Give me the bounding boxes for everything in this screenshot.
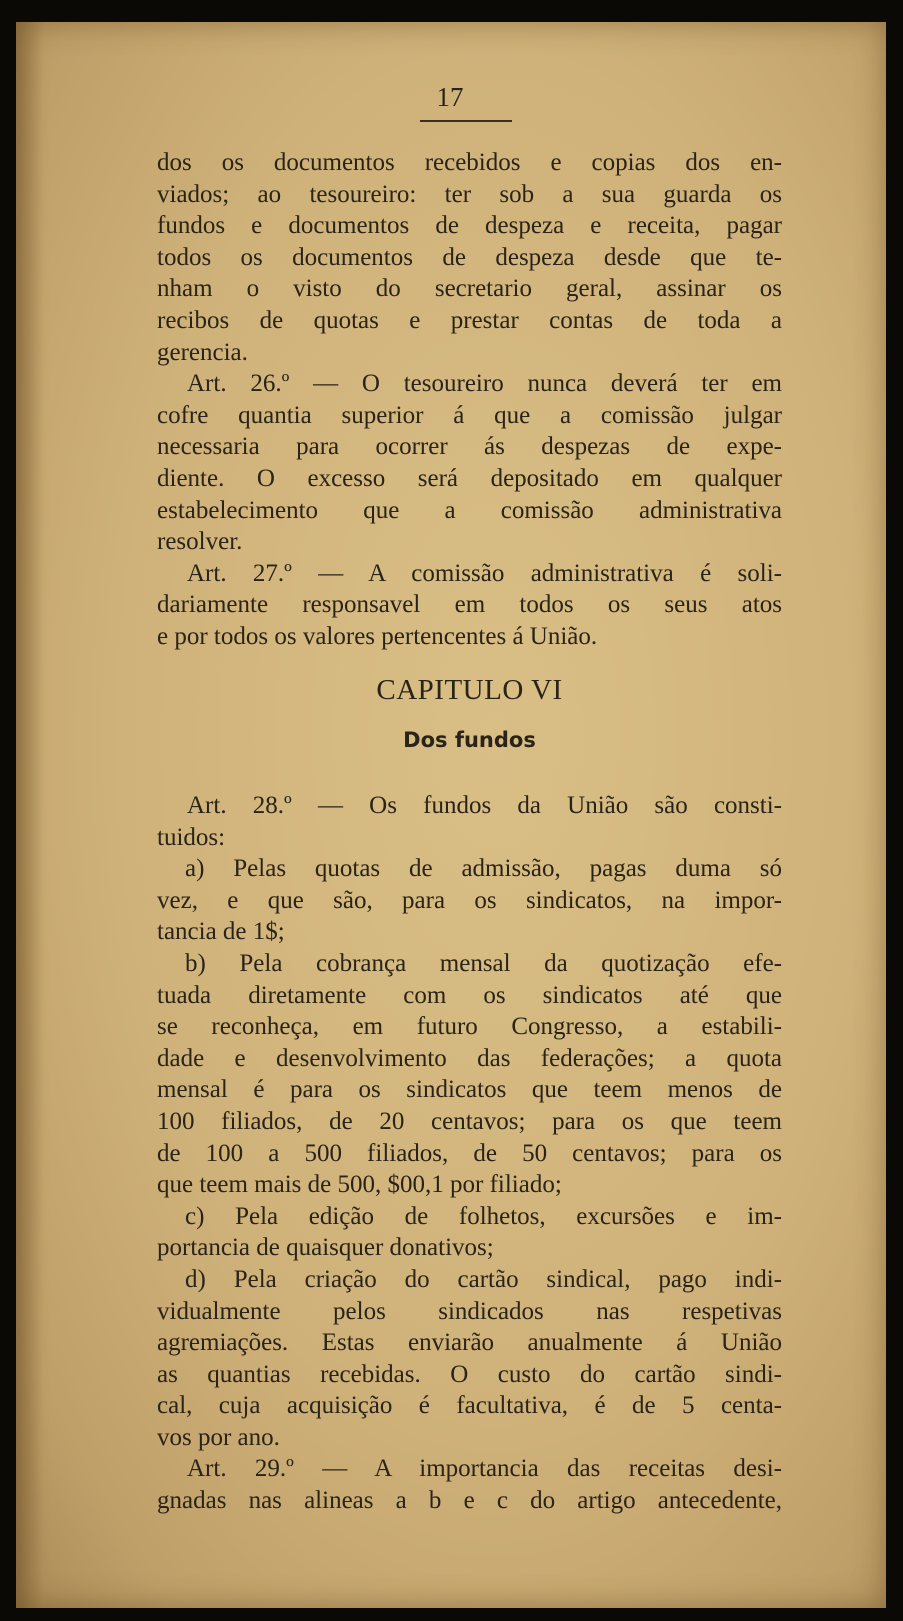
text-line: resolver. bbox=[157, 528, 243, 556]
text-line: se reconheça, em futuro Congresso, a estabili- bbox=[157, 1013, 782, 1041]
text-block-top bbox=[157, 147, 782, 653]
text-line: as quantias recebidas. O custo do cartão sindi- bbox=[157, 1360, 782, 1388]
text-line: viados; ao tesoureiro: ter sob a sua guarda os bbox=[157, 180, 782, 208]
text-line: que teem mais de 500, $00,1 por filiado; bbox=[157, 1171, 562, 1199]
text-line: tuidos: bbox=[157, 823, 226, 851]
text-line: fundos e documentos de despeza e receita, pagar bbox=[157, 212, 782, 240]
text-line: diente. O excesso será depositado em qualquer bbox=[157, 464, 782, 492]
text-line: nham o visto do secretario geral, assinar os bbox=[157, 275, 782, 303]
text-line: cofre quantia superior á que a comissão julgar bbox=[157, 401, 782, 429]
text-line: dade e desenvolvimento das federações; a quota bbox=[157, 1044, 782, 1072]
page-number-rule bbox=[420, 120, 512, 122]
text-line: Art. 28.º — Os fundos da União são consti- bbox=[187, 792, 782, 819]
text-line: a) Pelas quotas de admissão, pagas duma só bbox=[185, 855, 782, 883]
text-line: todos os documentos de despeza desde que te- bbox=[157, 243, 782, 271]
text-line: e por todos os valores pertencentes á União. bbox=[157, 622, 598, 650]
text-line: mensal é para os sindicatos que teem menos de bbox=[157, 1076, 782, 1104]
text-line: vidualmente pelos sindicados nas respetivas bbox=[157, 1297, 782, 1325]
text-line: tancia de 1$; bbox=[157, 918, 285, 946]
text-block-bottom bbox=[157, 790, 782, 1517]
text-line: necessaria para ocorrer ás despezas de expe- bbox=[157, 433, 782, 461]
text-line: 100 filiados, de 20 centavos; para os que teem bbox=[157, 1107, 782, 1135]
text-line: b) Pela cobrança mensal da quotização efe- bbox=[185, 949, 782, 977]
text-line: recibos de quotas e prestar contas de toda a bbox=[157, 306, 782, 334]
text-line: vos por ano. bbox=[157, 1423, 280, 1451]
text-line: gnadas nas alineas a b e c do artigo antecedente, bbox=[157, 1487, 782, 1515]
text-line: gerencia. bbox=[157, 338, 248, 366]
text-line: c) Pela edição de folhetos, excursões e im- bbox=[185, 1202, 782, 1230]
text-line: dariamente responsavel em todos os seus atos bbox=[157, 591, 782, 619]
text-line: dos os documentos recebidos e copias dos en- bbox=[157, 149, 782, 176]
chapter-heading: CAPITULO VI bbox=[376, 674, 563, 706]
text-line: d) Pela criação do cartão sindical, pago indi- bbox=[185, 1265, 782, 1293]
text-line: Art. 26.º — O tesoureiro nunca deverá ter em bbox=[187, 370, 782, 398]
text-line: Art. 27.º — A comissão administrativa é soli- bbox=[187, 559, 782, 587]
text-line: tuada diretamente com os sindicatos até que bbox=[157, 981, 782, 1009]
text-line: agremiações. Estas enviarão anualmente á União bbox=[157, 1329, 782, 1357]
section-heading: Dos fundos bbox=[403, 728, 536, 752]
text-line: estabelecimento que a comissão administrativa bbox=[157, 496, 782, 524]
text-line: vez, e que são, para os sindicatos, na impor- bbox=[157, 886, 782, 914]
text-line: Art. 29.º — A importancia das receitas desi- bbox=[187, 1455, 782, 1483]
page-binding-shadow bbox=[16, 22, 44, 1608]
text-line: cal, cuja acquisição é facultativa, é de 5 centa- bbox=[157, 1392, 782, 1420]
page-number: 17 bbox=[436, 82, 464, 112]
text-line: de 100 a 500 filiados, de 50 centavos; para os bbox=[157, 1139, 782, 1167]
text-line: portancia de quaisquer donativos; bbox=[157, 1234, 494, 1262]
